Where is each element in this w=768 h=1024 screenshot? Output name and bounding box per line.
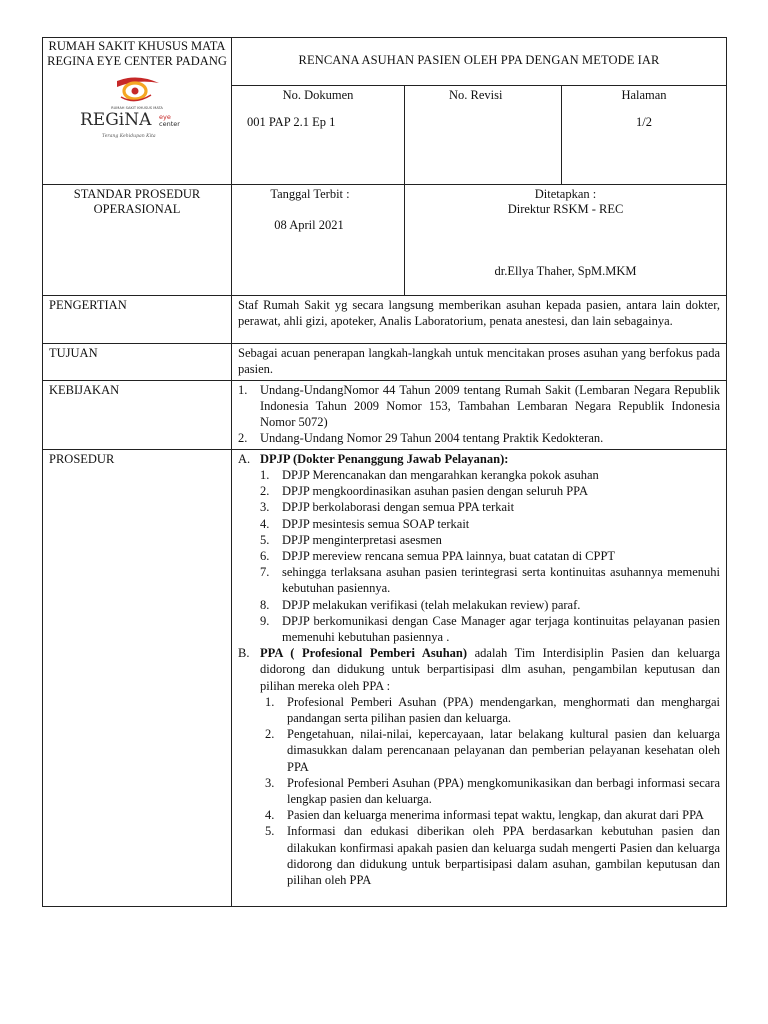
ditetapkan-label: Ditetapkan : [534,187,597,201]
hospital-name: RUMAH SAKIT KHUSUS MATA REGINA EYE CENTER PADANG [47,39,227,68]
list-item: 7. sehingga terlaksana asuhan pasien terintegrasi serta kontinuitas asuhannya memenuhi kebutuhan pasiennya. [260,565,721,596]
list-item: 2. Pengetahuan, nilai-nilai, kepercayaan, latar belakang kultural pasien dan keluarga dimasukkan dalam perencanaan pelayanan dan pemberian pelayanan kesehatan oleh PPA [265,727,721,774]
list-item: 2. Undang-Undang Nomor 29 Tahun 2004 tentang Praktik Kedokteran. [238,431,604,446]
logo-eye: eye [159,113,171,121]
prosedur-label-cell [43,449,232,906]
no-dokumen-label: No. Dokumen [282,88,354,102]
list-item: 5. Informasi dan edukasi diberikan oleh PPA berdasarkan kebutuhan pasien dan dilakukan konfirmasi apakah pasien dan keluarga sudah mengerti Pasien dan keluarga didorong dan didukung untuk berpartisipasi dalam asuhan, gambilan keputusan dan pilihan oleh PPA [265,824,721,888]
tujuan-label: TUJUAN [49,346,98,360]
list-item: 3. DPJP berkolaborasi dengan semua PPA terkait [260,500,515,515]
no-dokumen-value: 001 PAP 2.1 Ep 1 [247,115,336,129]
signatory-name: dr.Ellya Thaher, SpM.MKM [494,264,637,278]
logo-center: center [159,120,180,128]
tujuan-label-cell [43,344,232,381]
list-item: 1. Profesional Pemberi Asuhan (PPA) mendengarkan, menghormati dan menghargai pandangan serta pilihan pasien dan keluarga. [265,694,721,726]
ditetapkan-cell [405,185,727,296]
document-title: RENCANA ASUHAN PASIEN OLEH PPA DENGAN METODE IAR [298,53,660,67]
spo-label-cell [43,185,232,296]
halaman-value: 1/2 [636,115,652,129]
pengertian-label-cell [43,296,232,344]
list-item: 9. DPJP berkomunikasi dengan Case Manager agar terjaga kontinuitas pelayanan pasien memenuhi kebutuhan pasiennya . [260,613,721,645]
logo-top-text: RUMAH SAKIT KHUSUS MATA [111,106,163,110]
no-revisi-cell [405,86,562,185]
list-item: 1. DPJP Merencanakan dan mengarahkan kerangka pokok asuhan [260,467,599,482]
list-item: 4. DPJP mesintesis semua SOAP terkait [260,516,470,531]
spo-label: STANDAR PROSEDUR OPERASIONAL [73,187,201,216]
list-item: 5. DPJP menginterpretasi asesmen [260,532,442,547]
regina-logo-icon [77,75,197,141]
no-revisi-label: No. Revisi [449,88,503,102]
tujuan-text-cell [232,344,727,381]
list-item: 8. DPJP melakukan verifikasi (telah melakukan review) paraf. [260,597,581,612]
list-item: 6. DPJP mereview rencana semua PPA lainnya, buat catatan di CPPT [260,549,616,563]
section-b-heading: B. PPA ( Profesional Pemberi Asuhan) adalah Tim Interdisiplin Pasien dan keluarga didorong dan didukung untuk berpartisipasi dlm asuhan, pengambilan keputusan dan pilihan mereka oleh PPA : [238,646,721,693]
tujuan-text: Sebagai acuan penerapan langkah-langkah untuk mencitakan proses asuhan yang berfokus pada pasien. [238,346,721,377]
sop-table [42,37,727,907]
tanggal-terbit-label: Tanggal Terbit : [270,187,350,201]
kebijakan-label-cell [43,380,232,449]
kebijakan-label: KEBIJAKAN [49,382,120,397]
pengertian-text: Staf Rumah Sakit yg secara langsung memberikan asuhan kepada pasien, antara lain dokter, perawat, ahli gizi, apoteker, Analis Laboratorium, penata anestesi, dan lain sebagainya. [238,298,721,329]
pengertian-text-cell [232,296,727,344]
halaman-cell [562,86,727,185]
kebijakan-text-cell [232,380,727,449]
list-item: 1. Undang-UndangNomor 44 Tahun 2009 tentang Rumah Sakit (Lembaran Negara Republik Indonesia Tahun 2009 Nomor 153, Tambahan Lembaran Negara Republik Indonesia Nomor 5072) [238,382,721,430]
title-cell [232,38,727,86]
pengertian-label: PENGERTIAN [49,298,127,312]
prosedur-text-cell [232,449,727,906]
list-item: 3. Profesional Pemberi Asuhan (PPA) mengkomunikasikan dan berbagi informasi secara lengkap pasien dan keluarga. [265,775,721,807]
list-item: 2. DPJP mengkoordinasikan asuhan pasien dengan seluruh PPA [260,484,588,499]
section-a-heading: A. DPJP (Dokter Penanggung Jawab Pelayanan): [238,451,509,466]
halaman-label: Halaman [621,88,667,102]
tanggal-terbit-value: 08 April 2021 [274,218,344,232]
logo-brand: REGiNA [80,110,152,130]
list-item: 4. Pasien dan keluarga menerima informasi tepat waktu, lengkap, dan akurat dari PPA [265,808,704,823]
ditetapkan-by: Direktur RSKM - REC [507,202,624,216]
hospital-cell [43,38,232,185]
prosedur-label: PROSEDUR [49,451,115,466]
tanggal-cell [232,185,405,296]
no-dokumen-cell [232,86,405,185]
no-revisi-value [405,103,561,115]
logo-tagline: Terang Kehidupan Kita [102,134,156,139]
